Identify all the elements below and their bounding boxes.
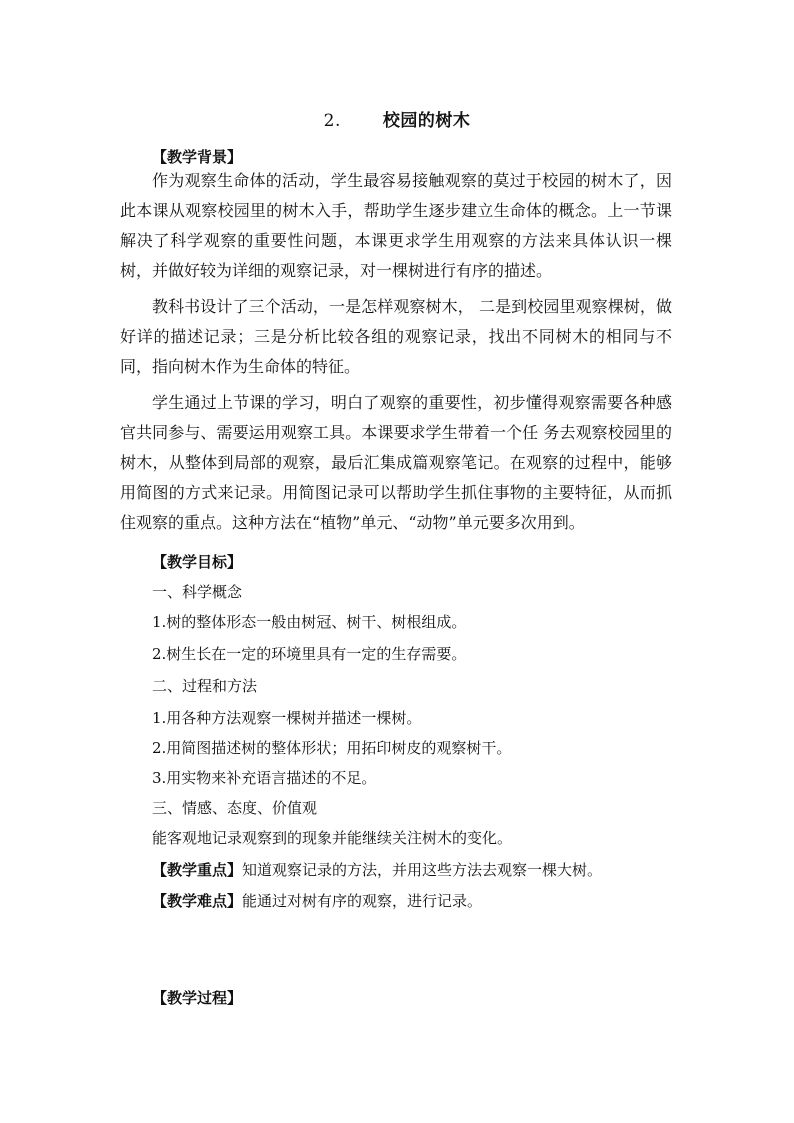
process-section-heading: 【教学过程】 [152,989,243,1007]
lesson-title [0,106,794,131]
process-heading: 二、过程和方法 [152,677,258,695]
background-heading: 【教学背景】 [152,148,243,166]
difficulty [152,890,482,911]
process-item-2: 2.用简图描述树的整体形状；用拓印树皮的观察树干。 [152,739,512,757]
objectives-heading: 【教学目标】 [152,553,243,571]
emotion-heading: 三、情感、态度、价值观 [152,799,318,817]
concept-heading: 一、科学概念 [152,583,243,601]
concept-item-2: 2.树生长在一定的环境里具有一定的生存需要。 [152,645,467,663]
process-item-3: 3.用实物来补充语言描述的不足。 [152,769,377,787]
concept-item-1: 1.树的整体形态一般由树冠、树干、树根组成。 [152,613,467,631]
difficulty-label: 【教学难点】 [152,892,243,910]
key-point-text: 知道观察记录的方法，并用这些方法去观察一棵大树。 [242,861,603,879]
background-paragraph-1: 作为观察生命体的活动，学生最容易接触观察的莫过于校园的树木了，因此本课从观察校园里的树木入手，帮助学生逐步建立生命体的概念。上一节课解决了科学观察的重要性问题，本课更求学生用观察的方法来具体认识一棵树，并做好较为详细的观察记录，对一棵树进行有序的描述。 [120,171,672,280]
process-item-1: 1.用各种方法观察一棵树并描述一棵树。 [152,709,422,727]
key-point-label: 【教学重点】 [152,861,243,879]
emotion-text: 能客观地记录观察到的现象并能继续关注树木的变化。 [152,829,513,847]
difficulty-text: 能通过对树有序的观察，进行记录。 [242,892,483,910]
lesson-number: 2. [323,111,341,131]
lesson-title-text: 校园的树木 [382,111,471,131]
key-point [152,859,602,880]
background-paragraph-2: 教科书设计了三个活动，一是怎样观察树木， 二是到校园里观察棵树，做好详的描述记录；三是分析比较各组的观察记录，找出不同树木的相同与不同，指向树木作为生命体的特征。 [120,297,672,376]
background-paragraph-3: 学生通过上节课的学习，明白了观察的重要性，初步懂得观察需要各种感官共同参与、需要运用观察工具。本课要求学生带着一个任 务去观察校园里的树木，从整体到局部的观察，最后汇集成篇观察笔记。在观察的过程中，能够用简图的方式来记录。用简图记录可以帮助学生抓住事物的主要特征，从而抓住观察的重点。这种方法在“植物”单元、“动物”单元要多次用到。 [120,393,672,532]
